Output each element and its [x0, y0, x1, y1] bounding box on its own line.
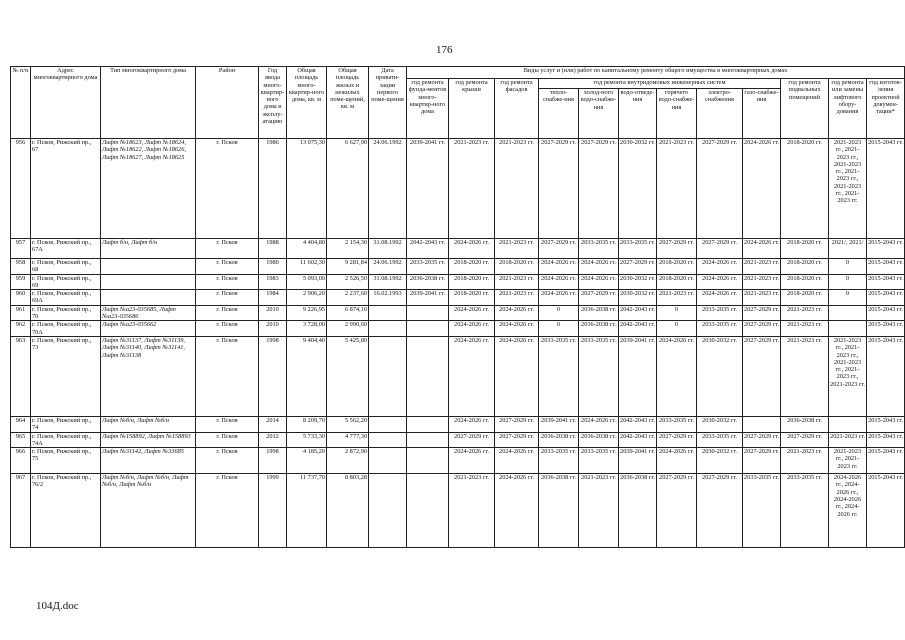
row-basement-year: 2033-2035 гг. [781, 474, 829, 548]
row-hot-water-year: 2033-2035 гг. [657, 416, 697, 432]
row-year-built: 1998 [259, 448, 287, 474]
row-number: 956 [11, 139, 31, 239]
row-heat-year: 2033-2035 гг. [539, 448, 579, 474]
row-elevator-year [829, 416, 867, 432]
table-row [11, 259, 905, 275]
row-privatization-date [369, 474, 407, 548]
row-cold-water-year: 2027-2029 гг. [579, 290, 619, 306]
row-elevator-year: 2021-2023 гг. [829, 432, 867, 448]
row-heat-year: 2036-2038 гг. [539, 432, 579, 448]
header-hot-water: горячего водо-снабже-ния [657, 89, 697, 139]
row-roof-year: 2024-2026 гг. [449, 305, 495, 321]
header-elevator: год ремонта или замены лифтового обору-дования [829, 79, 867, 139]
header-living-area: Общая площадь жилых и нежилых поме-щений, кв. м [327, 67, 369, 139]
header-heat: тепло-снабже-ния [539, 89, 579, 139]
row-address: г. Псков, Рижский пр., 67 [31, 139, 101, 239]
row-address: г. Псков, Рижский пр., 69 [31, 274, 101, 290]
row-gas-year: 2021-2023 гг. [743, 290, 781, 306]
header-docs: год изготов-ления проектной докумен-тации* [867, 79, 905, 139]
row-foundation-year [407, 448, 449, 474]
row-gas-year: 2027-2029 гг. [743, 336, 781, 416]
row-docs-year: 2015-2043 гг. [867, 239, 905, 259]
row-address: г. Псков, Рижский пр., 68 [31, 259, 101, 275]
row-gas-year: 2027-2029 гг. [743, 448, 781, 474]
row-year-built: 1999 [259, 474, 287, 548]
row-heat-year: 0 [539, 321, 579, 337]
row-facade-year: 2027-2029 гг. [495, 416, 539, 432]
row-privatization-date: 31.08.1992 [369, 274, 407, 290]
row-address: г. Псков, Рижский пр., 70А [31, 321, 101, 337]
row-electric-year: 2030-2032 гг. [697, 416, 743, 432]
row-house-type: Лифт №а23-035662 [101, 321, 196, 337]
row-year-built: 1984 [259, 290, 287, 306]
row-gas-year: 2021-2023 гг. [743, 259, 781, 275]
row-elevator-year [829, 321, 867, 337]
row-house-type: Лифт №158892, Лифт №158893 [101, 432, 196, 448]
row-district: г. Псков [196, 321, 259, 337]
row-district: г. Псков [196, 239, 259, 259]
row-foundation-year: 2036-2038 гг. [407, 274, 449, 290]
row-sewer-year: 2036-2038 гг. [619, 474, 657, 548]
row-roof-year: 2018-2020 гг. [449, 290, 495, 306]
row-docs-year: 2015-2043 гг. [867, 448, 905, 474]
row-heat-year: 2024-2026 гг. [539, 259, 579, 275]
row-basement-year: 2018-2020 гг. [781, 139, 829, 239]
row-address: г. Псков, Рижский пр., 74 [31, 416, 101, 432]
row-district: г. Псков [196, 448, 259, 474]
row-privatization-date [369, 416, 407, 432]
row-foundation-year: 2042-2043 гг. [407, 239, 449, 259]
row-sewer-year: 2033-2035 гг. [619, 239, 657, 259]
row-hot-water-year: 0 [657, 321, 697, 337]
row-electric-year: 2027-2029 гг. [697, 139, 743, 239]
row-electric-year: 2024-2026 гг. [697, 259, 743, 275]
row-docs-year: 2015-2043 гг. [867, 290, 905, 306]
row-basement-year: 2021-2023 гг. [781, 448, 829, 474]
row-cold-water-year: 2036-2038 гг. [579, 305, 619, 321]
row-hot-water-year: 2018-2020 гг. [657, 274, 697, 290]
row-number: 967 [11, 474, 31, 548]
row-foundation-year: 2039-2041 гг. [407, 290, 449, 306]
row-sewer-year: 2039-2041 гг. [619, 448, 657, 474]
row-living-area: 2 990,60 [327, 321, 369, 337]
row-year-built: 1980 [259, 259, 287, 275]
row-privatization-date [369, 305, 407, 321]
row-house-type: Лифт №31137, Лифт №31139, Лифт №31140, Лифт №31141, Лифт №31138 [101, 336, 196, 416]
row-total-area: 5 093,00 [287, 274, 327, 290]
row-hot-water-year: 2024-2026 гг. [657, 336, 697, 416]
row-roof-year: 2021-2023 гг. [449, 139, 495, 239]
row-number: 965 [11, 432, 31, 448]
row-total-area: 4 404,80 [287, 239, 327, 259]
table-row [11, 139, 905, 239]
row-living-area: 2 154,30 [327, 239, 369, 259]
row-electric-year: 2027-2029 гг. [697, 474, 743, 548]
row-living-area: 6 627,90 [327, 139, 369, 239]
page-number: 176 [436, 44, 453, 56]
row-total-area: 13 075,30 [287, 139, 327, 239]
row-number: 964 [11, 416, 31, 432]
row-foundation-year [407, 474, 449, 548]
row-hot-water-year: 2024-2026 гг. [657, 448, 697, 474]
row-facade-year: 2024-2026 гг. [495, 336, 539, 416]
row-heat-year: 2033-2035 гг. [539, 336, 579, 416]
row-sewer-year: 2042-2043 гг. [619, 432, 657, 448]
row-electric-year: 2033-2035 гг. [697, 305, 743, 321]
table-row [11, 416, 905, 432]
footer-filename: 104Д.doc [36, 600, 79, 612]
row-privatization-date [369, 448, 407, 474]
row-roof-year: 2024-2026 гг. [449, 239, 495, 259]
row-electric-year: 2027-2029 гг. [697, 239, 743, 259]
row-privatization-date [369, 432, 407, 448]
row-hot-water-year: 2018-2020 гг. [657, 259, 697, 275]
header-facade: год ремонта фасадов [495, 79, 539, 139]
row-living-area: 5 562,20 [327, 416, 369, 432]
row-year-built: 2010 [259, 321, 287, 337]
row-elevator-year [829, 305, 867, 321]
table-row [11, 239, 905, 259]
row-year-built: 2012 [259, 432, 287, 448]
row-living-area: 6 874,10 [327, 305, 369, 321]
row-roof-year: 2024-2026 гг. [449, 321, 495, 337]
row-number: 961 [11, 305, 31, 321]
row-privatization-date: 24.06.1992 [369, 139, 407, 239]
row-elevator-year: 0 [829, 290, 867, 306]
row-electric-year: 2030-2032 гг. [697, 448, 743, 474]
row-house-type [101, 259, 196, 275]
header-sewer: водо-отведе-ния [619, 89, 657, 139]
row-heat-year: 0 [539, 305, 579, 321]
row-cold-water-year: 2024-2026 гг. [579, 416, 619, 432]
row-cold-water-year: 2024-2026 гг. [579, 274, 619, 290]
row-docs-year: 2015-2043 гг. [867, 416, 905, 432]
row-gas-year: 2027-2029 гг. [743, 321, 781, 337]
row-docs-year: 2015-2043 гг. [867, 474, 905, 548]
row-district: г. Псков [196, 432, 259, 448]
row-cold-water-year: 2021-2023 гг. [579, 474, 619, 548]
row-cold-water-year: 2036-2038 гг. [579, 321, 619, 337]
row-heat-year: 2039-2041 гг. [539, 416, 579, 432]
row-docs-year: 2015-2043 гг. [867, 321, 905, 337]
row-facade-year: 2018-2020 гг. [495, 259, 539, 275]
row-sewer-year: 2030-2032 гг. [619, 139, 657, 239]
row-electric-year: 2024-2026 гг. [697, 290, 743, 306]
row-basement-year: 2021-2023 гг. [781, 305, 829, 321]
row-heat-year: 2024-2026 гг. [539, 274, 579, 290]
row-privatization-date [369, 321, 407, 337]
row-facade-year: 2021-2023 гг. [495, 274, 539, 290]
row-facade-year: 2021-2023 гг. [495, 290, 539, 306]
row-year-built: 1983 [259, 274, 287, 290]
row-year-built: 1998 [259, 336, 287, 416]
row-total-area: 2 906,20 [287, 290, 327, 306]
row-district: г. Псков [196, 290, 259, 306]
row-number: 957 [11, 239, 31, 259]
row-district: г. Псков [196, 259, 259, 275]
row-roof-year: 2024-2026 гг. [449, 416, 495, 432]
row-living-area: 4 777,30 [327, 432, 369, 448]
row-address: г. Псков, Рижский пр., 70 [31, 305, 101, 321]
row-facade-year: 2024-2026 гг. [495, 474, 539, 548]
row-roof-year: 2027-2029 гг. [449, 432, 495, 448]
row-elevator-year: 2021-2023 гг., 2021-2023 гг. [829, 448, 867, 474]
row-living-area: 9 281,84 [327, 259, 369, 275]
header-total-area: Общая площадь много-квартир-ного дома, кв. м [287, 67, 327, 139]
row-electric-year: 2030-2032 гг. [697, 336, 743, 416]
row-house-type: Лифт №а23-035685, Лифт №а23-035686 [101, 305, 196, 321]
row-total-area: 5 733,30 [287, 432, 327, 448]
row-total-area: 9 404,40 [287, 336, 327, 416]
row-total-area: 3 728,00 [287, 321, 327, 337]
row-foundation-year: 2039-2041 гг. [407, 139, 449, 239]
row-electric-year: 2024-2026 гг. [697, 274, 743, 290]
header-type: Тип многоквартирного дома [101, 67, 196, 139]
row-facade-year: 2024-2026 гг. [495, 305, 539, 321]
row-hot-water-year: 2027-2029 гг. [657, 432, 697, 448]
row-gas-year: 2027-2029 гг. [743, 432, 781, 448]
row-basement-year: 2018-2020 гг. [781, 274, 829, 290]
row-basement-year: 2018-2020 гг. [781, 259, 829, 275]
row-privatization-date [369, 336, 407, 416]
row-address: г. Псков, Рижский пр., 74А [31, 432, 101, 448]
row-house-type [101, 274, 196, 290]
row-foundation-year: 2033-2035 гг. [407, 259, 449, 275]
row-hot-water-year: 2027-2029 гг. [657, 474, 697, 548]
table-row [11, 432, 905, 448]
header-num: № п/п [11, 67, 31, 139]
row-gas-year: 2024-2026 гг. [743, 239, 781, 259]
row-year-built: 2014 [259, 416, 287, 432]
table-row [11, 336, 905, 416]
header-basement: год ремонта подвальных помещений [781, 79, 829, 139]
row-living-area: 2 872,90 [327, 448, 369, 474]
row-roof-year: 2018-2020 гг. [449, 259, 495, 275]
row-foundation-year [407, 305, 449, 321]
row-docs-year: 2015-2043 гг. [867, 305, 905, 321]
header-gas: газо-снабже-ния [743, 89, 781, 139]
row-gas-year: 2027-2029 гг. [743, 305, 781, 321]
row-district: г. Псков [196, 274, 259, 290]
row-roof-year: 2024-2026 гг. [449, 336, 495, 416]
row-living-area: 2 237,60 [327, 290, 369, 306]
row-heat-year: 2024-2026 гг. [539, 290, 579, 306]
row-hot-water-year: 2021-2023 гг. [657, 139, 697, 239]
row-basement-year: 2018-2020 гг. [781, 290, 829, 306]
row-sewer-year: 2039-2041 гг. [619, 336, 657, 416]
row-address: г. Псков, Рижский пр., 73 [31, 336, 101, 416]
row-electric-year: 2033-2035 гг. [697, 321, 743, 337]
row-foundation-year [407, 336, 449, 416]
row-docs-year: 2015-2043 гг. [867, 432, 905, 448]
row-basement-year: 2018-2020 гг. [781, 239, 829, 259]
row-living-area: 5 425,80 [327, 336, 369, 416]
header-district: Район [196, 67, 259, 139]
row-total-area: 4 185,20 [287, 448, 327, 474]
row-cold-water-year: 2033-2035 гг. [579, 336, 619, 416]
row-docs-year: 2015-2043 гг. [867, 139, 905, 239]
row-sewer-year: 2027-2029 гг. [619, 259, 657, 275]
table-row [11, 290, 905, 306]
row-house-type: Лифт №31142, Лифт №33685 [101, 448, 196, 474]
table-row [11, 321, 905, 337]
header-privatization: Дата привати-зации первого поме-щения [369, 67, 407, 139]
row-sewer-year: 2042-2043 гг. [619, 416, 657, 432]
row-cold-water-year: 2036-2038 гг. [579, 432, 619, 448]
row-cold-water-year: 2033-2035 гг. [579, 239, 619, 259]
row-heat-year: 2027-2029 гг. [539, 139, 579, 239]
row-facade-year: 2024-2026 гг. [495, 321, 539, 337]
row-address: г. Псков, Рижский пр., 67А [31, 239, 101, 259]
header-year-built: Год ввода много-квартир-ного дома в эксплу-атацию [259, 67, 287, 139]
row-living-area: 2 526,50 [327, 274, 369, 290]
row-year-built: 2010 [259, 305, 287, 321]
row-privatization-date: 31.08.1992 [369, 239, 407, 259]
row-number: 966 [11, 448, 31, 474]
header-services: Виды услуг и (или) работ по капитальному ремонту общего имущества в многоквартирных домах [407, 67, 905, 79]
row-roof-year: 2018-2020 гг. [449, 274, 495, 290]
row-foundation-year [407, 321, 449, 337]
row-district: г. Псков [196, 474, 259, 548]
row-number: 959 [11, 274, 31, 290]
row-sewer-year: 2030-2032 гг. [619, 274, 657, 290]
row-basement-year: 2027-2029 гг. [781, 432, 829, 448]
table-row [11, 274, 905, 290]
row-elevator-year: 2021-2023 гг., 2021-2023 гг., 2021-2023 гг., 2021-2023 гг., 2021-2023 гг., 2021-2023 гг. [829, 139, 867, 239]
row-year-built: 1986 [259, 139, 287, 239]
row-roof-year: 2021-2023 гг. [449, 474, 495, 548]
row-sewer-year: 2042-2043 гг. [619, 321, 657, 337]
row-facade-year: 2027-2029 гг. [495, 432, 539, 448]
row-gas-year: 2024-2026 гг. [743, 139, 781, 239]
row-cold-water-year: 2024-2026 гг. [579, 259, 619, 275]
header-engineering: год ремонта внутридомовых инженерных систем [539, 79, 781, 89]
row-year-built: 1988 [259, 239, 287, 259]
row-district: г. Псков [196, 305, 259, 321]
row-docs-year: 2015-2043 гг. [867, 259, 905, 275]
row-basement-year: 2036-2038 гг. [781, 416, 829, 432]
row-hot-water-year: 0 [657, 305, 697, 321]
row-house-type: Лифт №18623, Лифт №18624, Лифт №18622, Лифт №18626, Лифт №18627, Лифт №18625 [101, 139, 196, 239]
row-address: г. Псков, Рижский пр., 75 [31, 448, 101, 474]
row-district: г. Псков [196, 336, 259, 416]
row-elevator-year: 0 [829, 274, 867, 290]
header-address: Адрес многоквартирного дома [31, 67, 101, 139]
header-foundation: год ремонта фунда-ментов много-квартир-ного дома [407, 79, 449, 139]
row-number: 962 [11, 321, 31, 337]
row-house-type: Лифт б/н, Лифт б/н [101, 239, 196, 259]
row-electric-year: 2033-2035 гг. [697, 432, 743, 448]
capital-repair-table [10, 66, 905, 548]
row-sewer-year: 2042-2043 гг. [619, 305, 657, 321]
row-elevator-year: 0 [829, 259, 867, 275]
row-roof-year: 2024-2026 гг. [449, 448, 495, 474]
row-basement-year: 2021-2023 гг. [781, 336, 829, 416]
row-basement-year: 2021-2023 гг. [781, 321, 829, 337]
row-number: 963 [11, 336, 31, 416]
table-row [11, 305, 905, 321]
row-hot-water-year: 2021-2023 гг. [657, 290, 697, 306]
row-cold-water-year: 2027-2029 гг. [579, 139, 619, 239]
row-number: 960 [11, 290, 31, 306]
header-electric: электро-снабжения [697, 89, 743, 139]
row-house-type: Лифт №б/н, Лифт №б/н, Лифт №б/н, Лифт №б/н [101, 474, 196, 548]
row-foundation-year [407, 416, 449, 432]
table-row [11, 448, 905, 474]
row-total-area: 11 602,30 [287, 259, 327, 275]
row-privatization-date: 24.06.1992 [369, 259, 407, 275]
row-facade-year: 2021-2023 гг. [495, 239, 539, 259]
row-house-type [101, 290, 196, 306]
row-sewer-year: 2030-2032 гг. [619, 290, 657, 306]
row-elevator-year: 2021/, 2021/ [829, 239, 867, 259]
header-cold-water: холод-ного водо-снабже-ния [579, 89, 619, 139]
row-facade-year: 2024-2026 гг. [495, 448, 539, 474]
row-hot-water-year: 2027-2029 гг. [657, 239, 697, 259]
table-row [11, 474, 905, 548]
row-foundation-year [407, 432, 449, 448]
row-heat-year: 2036-2038 гг. [539, 474, 579, 548]
row-gas-year: 2033-2035 гг. [743, 474, 781, 548]
row-total-area: 8 209,70 [287, 416, 327, 432]
row-district: г. Псков [196, 416, 259, 432]
row-privatization-date: 16.02.1993 [369, 290, 407, 306]
row-address: г. Псков, Рижский пр., 76/2 [31, 474, 101, 548]
row-docs-year: 2015-2043 гг. [867, 274, 905, 290]
row-gas-year [743, 416, 781, 432]
row-number: 958 [11, 259, 31, 275]
row-living-area: 8 803,28 [327, 474, 369, 548]
row-gas-year: 2021-2023 гг. [743, 274, 781, 290]
header-roof: год ремонта крыши [449, 79, 495, 139]
row-house-type: Лифт №б/н, Лифт №б/н [101, 416, 196, 432]
row-district: г. Псков [196, 139, 259, 239]
row-total-area: 9 226,95 [287, 305, 327, 321]
row-elevator-year: 2024-2026 гг., 2024-2026 гг., 2024-2026 гг., 2024-2026 гг. [829, 474, 867, 548]
row-elevator-year: 2021-2023 гг., 2021-2023 гг., 2021-2023 гг., 2021-2023 гг., 2021-2023 гг. [829, 336, 867, 416]
row-address: г. Псков, Рижский пр., 69А [31, 290, 101, 306]
row-total-area: 11 737,70 [287, 474, 327, 548]
row-heat-year: 2027-2029 гг. [539, 239, 579, 259]
row-docs-year: 2015-2043 гг. [867, 336, 905, 416]
row-facade-year: 2021-2023 гг. [495, 139, 539, 239]
row-cold-water-year: 2033-2035 гг. [579, 448, 619, 474]
